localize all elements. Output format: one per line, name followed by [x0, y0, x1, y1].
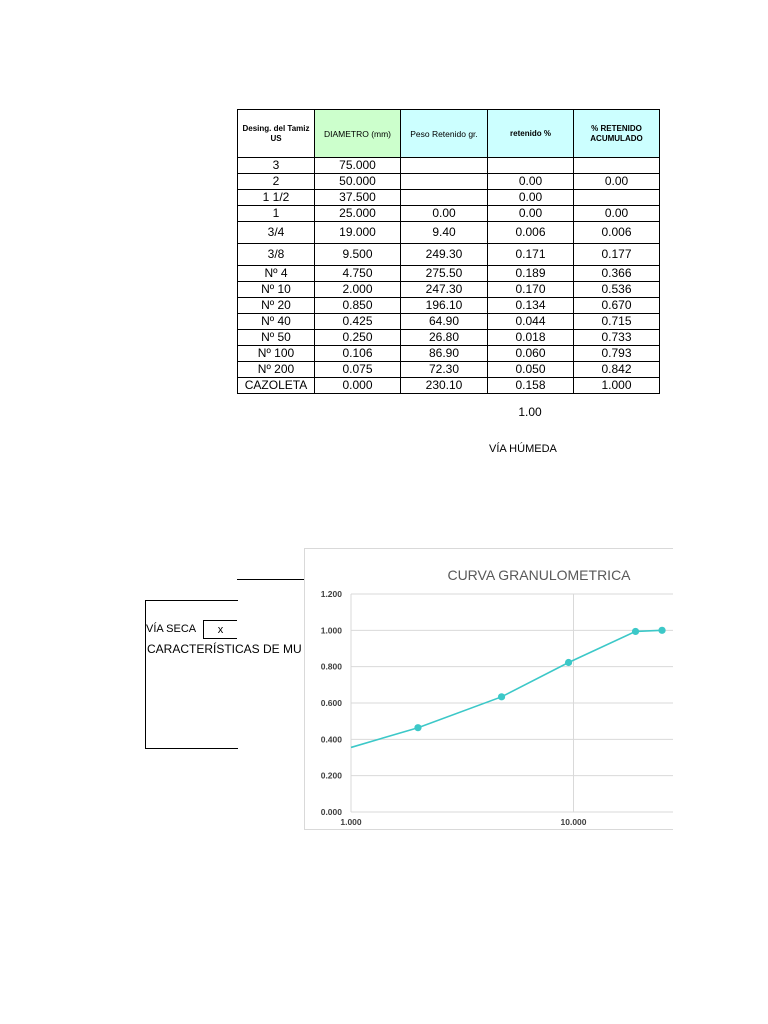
- data-point: [658, 627, 665, 634]
- table-cell: 3: [238, 158, 315, 174]
- table-cell: Nº 40: [238, 314, 315, 330]
- via-seca-label: VÍA SECA: [146, 623, 197, 635]
- y-tick-label: 1.200: [320, 589, 342, 599]
- chart-svg: [305, 549, 673, 829]
- x-tick-label: 10.000: [560, 817, 587, 827]
- table-header-row: [238, 110, 660, 158]
- y-tick-label: 0.200: [320, 770, 342, 781]
- y-tick-label: 0.600: [320, 698, 342, 708]
- table-cell: 0.170: [488, 282, 574, 298]
- table-row: [238, 378, 660, 394]
- table-cell: 0.00: [488, 206, 574, 222]
- table-cell: Nº 4: [238, 266, 315, 282]
- table-cell: 3/4: [238, 222, 315, 244]
- table-cell: 86.90: [401, 346, 488, 362]
- table-row: [238, 346, 660, 362]
- sieve-table: [237, 109, 660, 394]
- table-cell: 25.000: [315, 206, 401, 222]
- table-cell: 1.000: [574, 378, 660, 394]
- table-cell: Nº 200: [238, 362, 315, 378]
- table-cell: 1 1/2: [238, 190, 315, 206]
- x-tick-label: 1.000: [340, 817, 362, 827]
- table-cell: 0.536: [574, 282, 660, 298]
- table-cell: 0.793: [574, 346, 660, 362]
- table-cell: 275.50: [401, 266, 488, 282]
- table-cell: [488, 158, 574, 174]
- table-row: [238, 174, 660, 190]
- table-cell: 0.177: [574, 244, 660, 266]
- table-cell: 1: [238, 206, 315, 222]
- table-cell: 0.134: [488, 298, 574, 314]
- chart-title: CURVA GRANULOMETRICA: [447, 567, 631, 583]
- table-cell: 4.750: [315, 266, 401, 282]
- table-row: [238, 206, 660, 222]
- table-cell: 9.40: [401, 222, 488, 244]
- table-row: [238, 314, 660, 330]
- table-row: [238, 158, 660, 174]
- table-cell: 0.106: [315, 346, 401, 362]
- table-cell: 0.425: [315, 314, 401, 330]
- table-cell: 19.000: [315, 222, 401, 244]
- table-cell: 0.715: [574, 314, 660, 330]
- granulometric-chart: [304, 548, 673, 830]
- series-line: [351, 630, 662, 747]
- table-cell: 0.044: [488, 314, 574, 330]
- y-tick-label: 0.800: [320, 661, 342, 672]
- table-cell: 0.00: [574, 174, 660, 190]
- y-tick-label: 0.400: [320, 734, 342, 745]
- table-cell: 0.00: [488, 190, 574, 206]
- table-cell: 50.000: [315, 174, 401, 190]
- table-cell: 0.006: [574, 222, 660, 244]
- table-cell: 0.158: [488, 378, 574, 394]
- y-tick-label: 0.000: [320, 807, 342, 817]
- table-cell: 0.366: [574, 266, 660, 282]
- table-cell: [401, 190, 488, 206]
- table-cell: 0.075: [315, 362, 401, 378]
- table-cell: 26.80: [401, 330, 488, 346]
- table-row: [238, 282, 660, 298]
- table-cell: 0.018: [488, 330, 574, 346]
- header-tamiz: Desing. del Tamiz US: [238, 110, 315, 158]
- table-cell: [401, 174, 488, 190]
- box-divider: [237, 579, 304, 580]
- data-point: [565, 659, 572, 666]
- table-row: [238, 222, 660, 244]
- table-row: [238, 266, 660, 282]
- table-cell: Nº 50: [238, 330, 315, 346]
- data-point: [414, 724, 421, 731]
- table-cell: 230.10: [401, 378, 488, 394]
- table-row: [238, 362, 660, 378]
- table-cell: [574, 158, 660, 174]
- table-row: [238, 330, 660, 346]
- table-cell: 0.733: [574, 330, 660, 346]
- table-cell: 0.842: [574, 362, 660, 378]
- table-row: [238, 190, 660, 206]
- table-cell: [401, 158, 488, 174]
- table-cell: 9.500: [315, 244, 401, 266]
- table-row: [238, 244, 660, 266]
- table-cell: 72.30: [401, 362, 488, 378]
- table-row: [238, 298, 660, 314]
- table-cell: 0.000: [315, 378, 401, 394]
- table-cell: 249.30: [401, 244, 488, 266]
- caracteristicas-label: CARACTERÍSTICAS DE MU: [147, 642, 302, 656]
- table-cell: Nº 100: [238, 346, 315, 362]
- table-cell: 2.000: [315, 282, 401, 298]
- table-cell: 0.171: [488, 244, 574, 266]
- via-seca-checkbox: x: [203, 620, 237, 639]
- header-diametro: DIAMETRO (mm): [315, 110, 401, 158]
- table-cell: 0.00: [574, 206, 660, 222]
- table-cell: 3/8: [238, 244, 315, 266]
- total-retenido: 1.00: [518, 405, 542, 419]
- data-point: [498, 693, 505, 700]
- table-cell: 196.10: [401, 298, 488, 314]
- table-cell: 0.850: [315, 298, 401, 314]
- table-cell: Nº 20: [238, 298, 315, 314]
- header-retenido-pct: retenido %: [488, 110, 574, 158]
- table-cell: Nº 10: [238, 282, 315, 298]
- table-cell: 0.050: [488, 362, 574, 378]
- table-cell: 37.500: [315, 190, 401, 206]
- table-cell: 0.189: [488, 266, 574, 282]
- table-cell: [574, 190, 660, 206]
- table-cell: CAZOLETA: [238, 378, 315, 394]
- via-humeda-label: VÍA HÚMEDA: [489, 443, 557, 455]
- data-point: [632, 628, 639, 635]
- table-cell: 0.670: [574, 298, 660, 314]
- table-cell: 0.250: [315, 330, 401, 346]
- table-cell: 0.006: [488, 222, 574, 244]
- table-cell: 0.00: [401, 206, 488, 222]
- table-cell: 64.90: [401, 314, 488, 330]
- y-tick-label: 1.000: [320, 625, 342, 636]
- table-cell: 247.30: [401, 282, 488, 298]
- table-cell: 2: [238, 174, 315, 190]
- table-cell: 0.00: [488, 174, 574, 190]
- table-cell: 75.000: [315, 158, 401, 174]
- table-cell: 0.060: [488, 346, 574, 362]
- header-retenido-acumulado: % RETENIDO ACUMULADO: [574, 110, 660, 158]
- header-peso-retenido: Peso Retenido gr.: [401, 110, 488, 158]
